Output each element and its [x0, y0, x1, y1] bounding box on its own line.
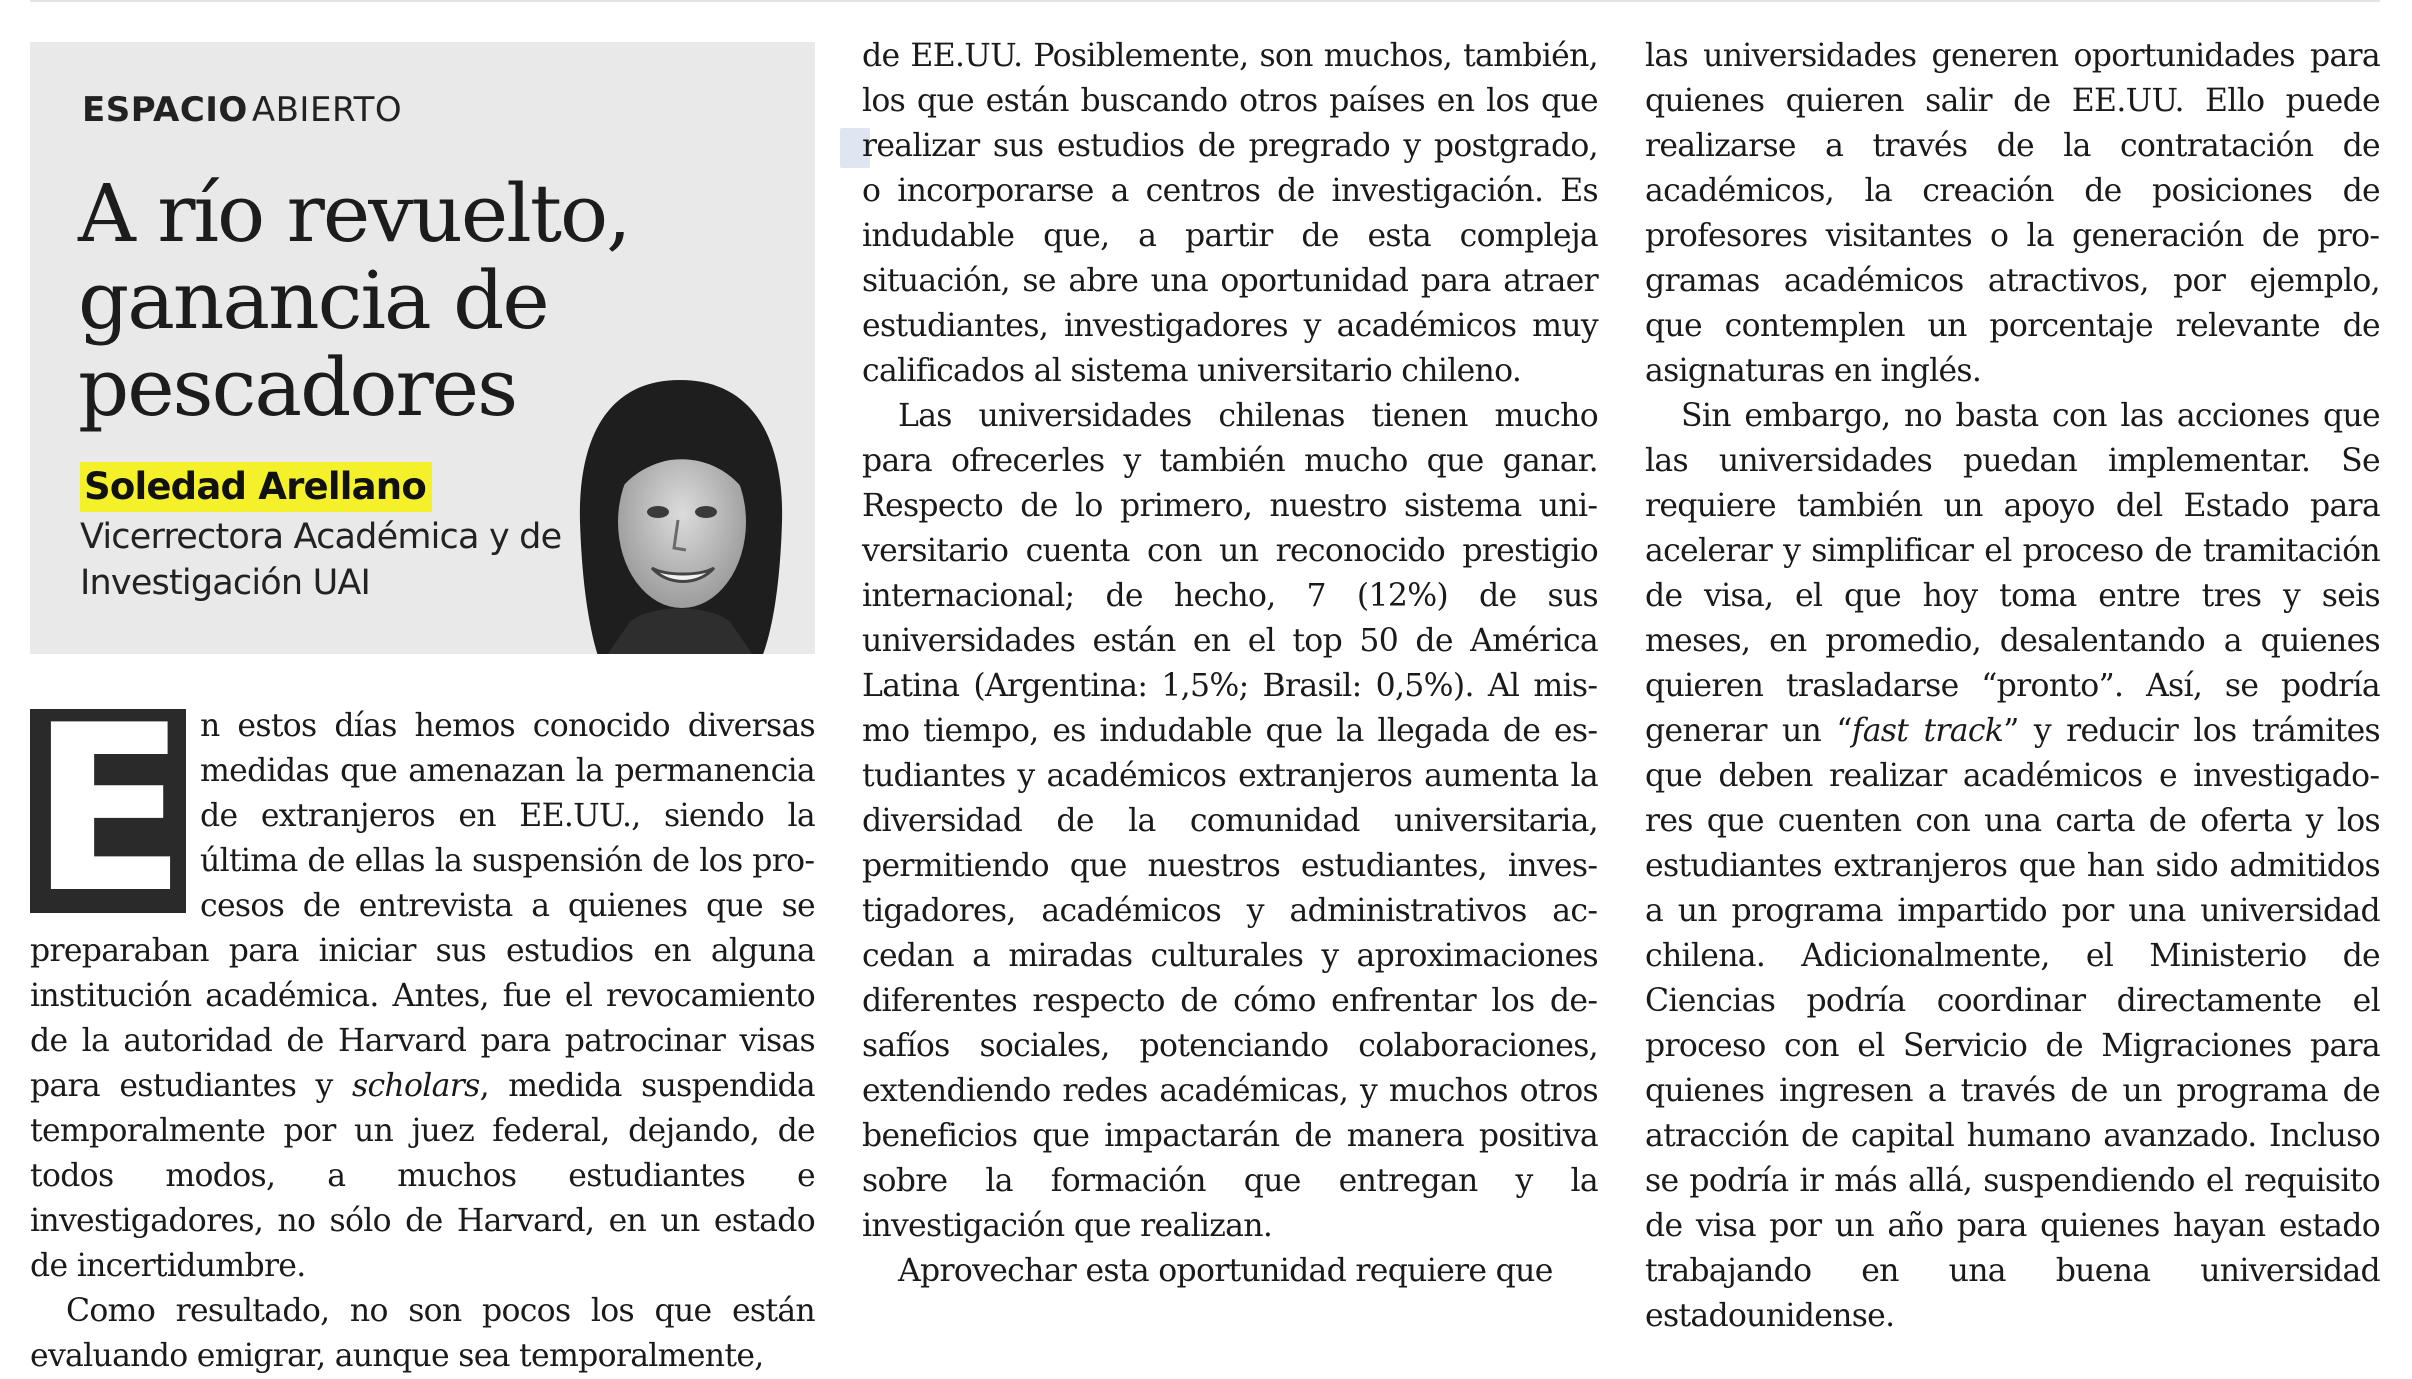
col1-paragraph-2: Como resultado, no son pocos los que están evaluando emigrar, aunque sea temporalmente,	[30, 1293, 815, 1374]
section-kicker	[82, 90, 402, 130]
col1-p1-tail: , medida suspendida temporalmente por un juez federal, dejando, de todos modos, a muchos estudiantes e investigadores, no sólo de Harvard, en un estado de incertidumbre.	[30, 1068, 816, 1284]
dropcap-letter: E	[29, 677, 187, 944]
article-headline: A río revuelto, ganancia de pescadores	[78, 167, 630, 434]
column-2	[862, 34, 1598, 1294]
col3-p2-tail: ” y reducir los trámites que deben realizar académicos e investigadores que cuenten con una carta de oferta y los estudiantes extranjeros que han sido admitidos a un programa impartido por una universidad chilena. Adicionalmente, el Ministerio de Ciencias podría coordinar directamente el proceso con el Servicio de Migraciones para quienes ingresen a través de un programa de atracción de capital humano avanzado. Incluso se podría ir más allá, suspendiendo el requisito de visa por un año para quienes hayan estado trabajando en una buena universidad estadounidense.	[1645, 713, 2381, 1334]
col2-paragraph-2: Las universidades chilenas tienen mucho para ofrecerles y también mucho que ganar. Respecto de lo primero, nuestro sistema universitario cuenta con un reconocido prestigio internacional; de hecho, 7 (12%) de sus universidades están en el top 50 de América Latina (Argentina: 1,5%; Brasil: 0,5%). Al mismo tiempo, es indudable que la llegada de estudiantes y académicos extranjeros aumenta la diversidad de la comunidad universitaria, permitiendo que nuestros estudiantes, investigadores, académicos y administrativos accedan a miradas culturales y aproximaciones diferentes respecto de cómo enfrentar los desafíos sociales, potenciando colaboraciones, extendiendo redes académicas, y muchos otros beneficios que impactarán de manera positiva sobre la formación que entregan y la investigación que realizan.	[862, 398, 1598, 1244]
author-portrait-icon	[560, 372, 800, 654]
byline	[80, 462, 600, 606]
col3-paragraph-1: las universidades generen oportunidades para quienes quieren salir de EE.UU. Ello puede realizarse a través de la contratación de académicos, la creación de posiciones de profesores visitantes o la generación de programas académicos atractivos, por ejemplo, que contemplen un porcentaje relevante de asignaturas en inglés.	[1645, 38, 2380, 389]
col1-p1-text: n estos días hemos conocido diversas medidas que amenazan la permanencia de extranjeros en EE.UU., siendo la última de ellas la suspensión de los procesos de entrevista a quienes que se preparaban para iniciar sus estudios en alguna institución académica. Antes, fue el revocamiento de la autoridad de Harvard para patrocinar visas para estudiantes y	[30, 708, 815, 1104]
kicker-light: ABIERTO	[251, 90, 403, 130]
col3-paragraph-2	[1645, 394, 2380, 1339]
column-1	[29, 677, 816, 1379]
col2-paragraph-3: Aprovechar esta oportunidad requiere que	[898, 1253, 1553, 1289]
column-3	[1645, 34, 2380, 1339]
col3-p2-italic: fast track	[1851, 713, 2004, 749]
col3-p2-text: Sin embargo, no basta con las acciones que las universidades puedan implementar. Se requiere también un apoyo del Estado para acelerar y simplificar el proceso de tramitación de visa, el que hoy toma entre tres y seis meses, en promedio, desalentando a quienes quieren trasladarse “pronto”. Así, se podría generar un “	[1645, 398, 2380, 749]
top-rule	[30, 0, 2380, 2]
kicker-bold: ESPACIO	[82, 90, 248, 130]
col1-p1-italic: scholars	[352, 1068, 480, 1104]
author-role: Vicerrectora Académica y de Investigación UAI	[80, 517, 562, 603]
col1-paragraph-1	[29, 677, 816, 1289]
article-header	[30, 42, 815, 654]
dropcap	[29, 677, 187, 944]
author-name: Soledad Arellano	[80, 462, 432, 512]
col2-paragraph-1: de EE.UU. Posiblemente, son muchos, también, los que están buscando otros países en los que realizar sus estudios de pregrado y postgrado, o incorporarse a centros de investigación. Es indudable que, a partir de esta compleja situación, se abre una oportunidad para atraer estudiantes, investigadores y académicos muy calificados al sistema universitario chileno.	[862, 38, 1598, 389]
